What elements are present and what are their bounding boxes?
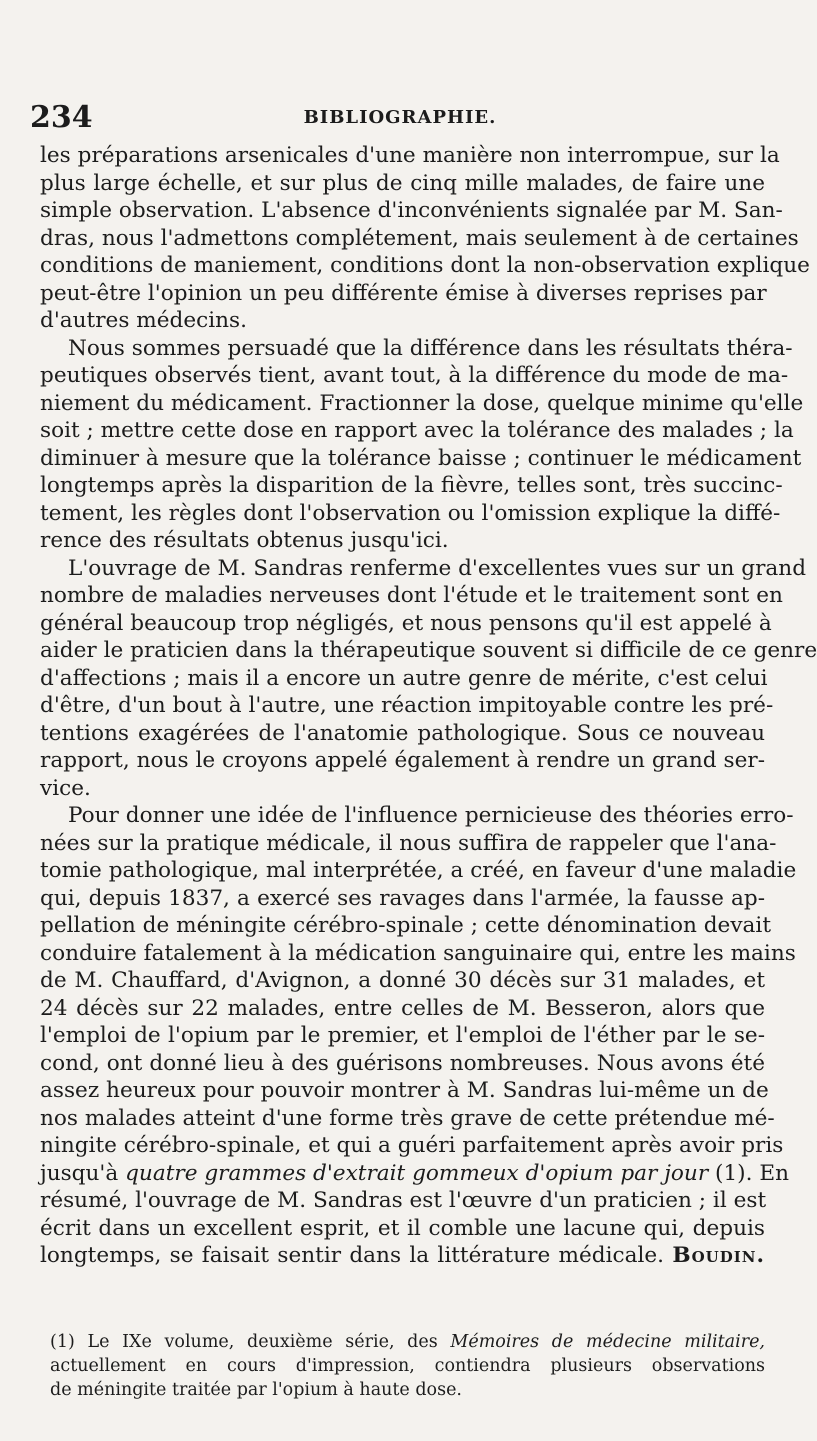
text-line: nées sur la pratique médicale, il nous suffira de rappeler que l'ana- bbox=[40, 830, 777, 856]
text-line: écrit dans un excellent esprit, et il comble une lacune qui, depuis bbox=[40, 1215, 765, 1241]
text-line: tentions exagérées de l'anatomie pathologique. Sous ce nouveau bbox=[40, 720, 765, 746]
text-line: pellation de méningite cérébro-spinale ; cette dénomination devait bbox=[40, 913, 771, 938]
text-line: d'affections ; mais il a encore un autre genre de mérite, c'est celui bbox=[40, 665, 768, 691]
text-line: conditions de maniement, conditions dont la non-observation explique bbox=[40, 253, 810, 278]
text-line-mixed bbox=[40, 1160, 790, 1188]
text-line-signed bbox=[40, 1242, 765, 1270]
text-line: nos malades atteint d'une forme très grave de cette prétendue mé- bbox=[40, 1105, 775, 1131]
text-fragment: (1). En bbox=[715, 1160, 790, 1186]
footnote-line: de méningite traitée par l'opium à haute dose. bbox=[50, 1380, 462, 1400]
paragraph-1 bbox=[40, 142, 810, 335]
text-fragment: jusqu'à bbox=[40, 1160, 119, 1186]
main-text bbox=[40, 142, 817, 1270]
text-line: résumé, l'ouvrage de M. Sandras est l'œuvre d'un praticien ; il est bbox=[40, 1188, 767, 1213]
text-line: de M. Chauffard, d'Avignon, a donné 30 décès sur 31 malades, et bbox=[40, 968, 765, 993]
footnote-1 bbox=[50, 1330, 765, 1402]
text-line: peut-être l'opinion un peu différente émise à diverses reprises par bbox=[40, 280, 767, 306]
text-line: tomie pathologique, mal interprétée, a créé, en faveur d'une maladie bbox=[40, 858, 797, 883]
text-line: rapport, nous le croyons appelé également à rendre un grand ser- bbox=[40, 748, 765, 773]
text-line: Pour donner une idée de l'influence pernicieuse des théories erro- bbox=[68, 803, 794, 828]
text-line: d'être, d'un bout à l'autre, une réaction impitoyable contre les pré- bbox=[40, 693, 774, 718]
text-line: assez heureux pour pouvoir montrer à M. Sandras lui-même un de bbox=[40, 1078, 769, 1103]
footnote-line-mixed bbox=[50, 1330, 765, 1354]
footnote-fragment: (1) Le IXe volume, deuxième série, des bbox=[50, 1332, 438, 1352]
text-line: d'autres médecins. bbox=[40, 308, 247, 333]
author-signature: Boudin. bbox=[672, 1243, 765, 1268]
text-line: qui, depuis 1837, a exercé ses ravages dans l'armée, la fausse ap- bbox=[40, 885, 765, 911]
paragraph-2 bbox=[40, 335, 804, 555]
text-line: longtemps après la disparition de la fièvre, telles sont, très succinc- bbox=[40, 473, 783, 498]
text-line: conduire fatalement à la médication sanguinaire qui, entre les mains bbox=[40, 940, 796, 966]
running-head: BIBLIOGRAPHIE. bbox=[303, 107, 497, 128]
text-line: cond, ont donné lieu à des guérisons nombreuses. Nous avons été bbox=[40, 1050, 765, 1076]
text-line: diminuer à mesure que la tolérance baisse ; continuer le médicament bbox=[40, 445, 802, 471]
text-line: 24 décès sur 22 malades, entre celles de M. Besseron, alors que bbox=[40, 995, 765, 1021]
text-fragment: longtemps, se faisait sentir dans la littérature médicale. bbox=[40, 1243, 665, 1268]
text-line: les préparations arsenicales d'une manière non interrompue, sur la bbox=[40, 143, 780, 168]
italic-title: Mémoires de médecine militaire, bbox=[450, 1332, 765, 1352]
paragraph-3 bbox=[40, 555, 817, 803]
text-line: dras, nous l'admettons complétement, mais seulement à de certaines bbox=[40, 225, 799, 251]
footnote-line: actuellement en cours d'impression, contiendra plusieurs observations bbox=[50, 1356, 765, 1376]
text-line: aider le praticien dans la thérapeutique souvent si difficile de ce genre bbox=[40, 638, 817, 663]
text-line: simple observation. L'absence d'inconvénients signalée par M. San- bbox=[40, 198, 783, 223]
text-line: vice. bbox=[40, 775, 91, 801]
text-line: général beaucoup trop négligés, et nous pensons qu'il est appelé à bbox=[40, 610, 772, 636]
text-line: niement du médicament. Fractionner la dose, quelque minime qu'elle bbox=[40, 390, 804, 416]
text-line: Nous sommes persuadé que la différence dans les résultats théra- bbox=[68, 335, 793, 361]
paragraph-4 bbox=[40, 802, 797, 1270]
text-line: tement, les règles dont l'observation ou l'omission explique la diffé- bbox=[40, 500, 781, 526]
text-line: rence des résultats obtenus jusqu'ici. bbox=[40, 528, 449, 553]
text-line: soit ; mettre cette dose en rapport avec la tolérance des malades ; la bbox=[40, 418, 794, 443]
italic-phrase: quatre grammes d'extrait gommeux d'opium par jour bbox=[125, 1160, 709, 1186]
text-line: plus large échelle, et sur plus de cinq mille malades, de faire une bbox=[40, 170, 765, 196]
text-line: l'emploi de l'opium par le premier, et l'emploi de l'éther par le se- bbox=[40, 1023, 765, 1048]
footnote bbox=[50, 1330, 765, 1402]
page-number: 234 bbox=[30, 100, 93, 135]
text-line: L'ouvrage de M. Sandras renferme d'excellentes vues sur un grand bbox=[68, 555, 807, 581]
text-line: peutiques observés tient, avant tout, à la différence du mode de ma- bbox=[40, 363, 789, 388]
text-line: nombre de maladies nerveuses dont l'étude et le traitement sont en bbox=[40, 583, 783, 608]
text-line: ningite cérébro-spinale, et qui a guéri parfaitement après avoir pris bbox=[40, 1133, 784, 1158]
page-header bbox=[30, 100, 770, 136]
